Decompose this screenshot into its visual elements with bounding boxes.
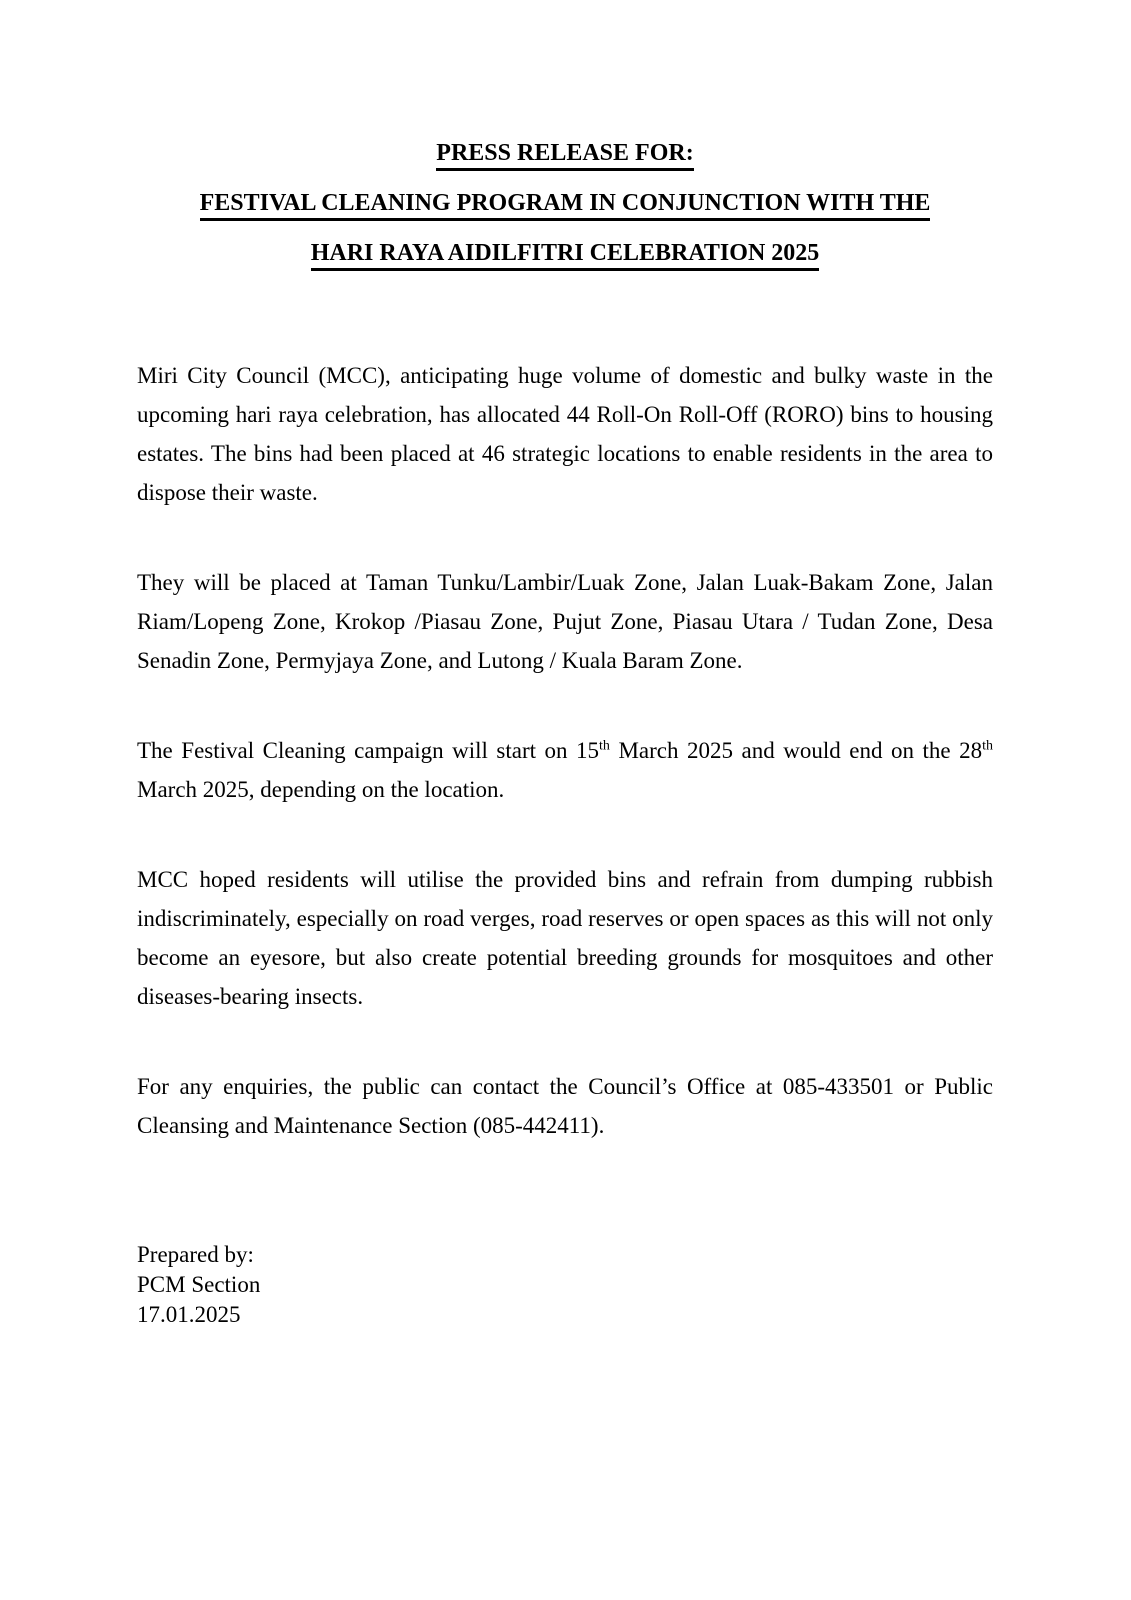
paragraph-zones: They will be placed at Taman Tunku/Lambir/Luak Zone, Jalan Luak-Bakam Zone, Jalan Riam/Lopeng Zone, Krokop /Piasau Zone, Pujut Zone, Piasau Utara / Tudan Zone, Desa Senadin Zone, Permyjaya Zone, and Lutong / Kuala Baram Zone. [137, 570, 993, 673]
signature-block [137, 1240, 993, 1330]
dates-text-part-3: March 2025, depending on the location. [137, 777, 505, 802]
page-content [137, 128, 993, 1330]
title-line-3-text: HARI RAYA AIDILFITRI CELEBRATION 2025 [311, 240, 820, 271]
prepared-by-section: PCM Section [137, 1272, 261, 1297]
title-line-program [137, 178, 993, 228]
paragraph-advice: MCC hoped residents will utilise the provided bins and refrain from dumping rubbish indiscriminately, especially on road verges, road reserves or open spaces as this will not only become an eyesore, but also create potential breeding grounds for mosquitoes and other diseases-bearing insects. [137, 867, 993, 1009]
paragraph-campaign-dates [137, 731, 993, 809]
ordinal-suffix-28th: th [982, 738, 993, 754]
dates-text-part-1: The Festival Cleaning campaign will start on 15 [137, 738, 600, 763]
prepared-date: 17.01.2025 [137, 1302, 241, 1327]
title-line-2-text: FESTIVAL CLEANING PROGRAM IN CONJUNCTION WITH THE [200, 190, 931, 221]
paragraph-intro: Miri City Council (MCC), anticipating huge volume of domestic and bulky waste in the upcoming hari raya celebration, has allocated 44 Roll-On Roll-Off (RORO) bins to housing estates. The bins had been placed at 46 strategic locations to enable residents in the area to dispose their waste. [137, 363, 993, 505]
prepared-by-label: Prepared by: [137, 1242, 254, 1267]
title-line-1-text: PRESS RELEASE FOR: [436, 140, 693, 171]
title-line-celebration [137, 228, 993, 278]
paragraph-contact: For any enquiries, the public can contact the Council’s Office at 085-433501 or Public Cleansing and Maintenance Section (085-442411). [137, 1074, 993, 1138]
dates-text-part-2: March 2025 and would end on the 28 [609, 738, 983, 763]
ordinal-suffix-15th: th [599, 738, 610, 754]
document-body [137, 356, 993, 1330]
document-title [137, 128, 993, 278]
title-line-press-release [137, 128, 993, 178]
